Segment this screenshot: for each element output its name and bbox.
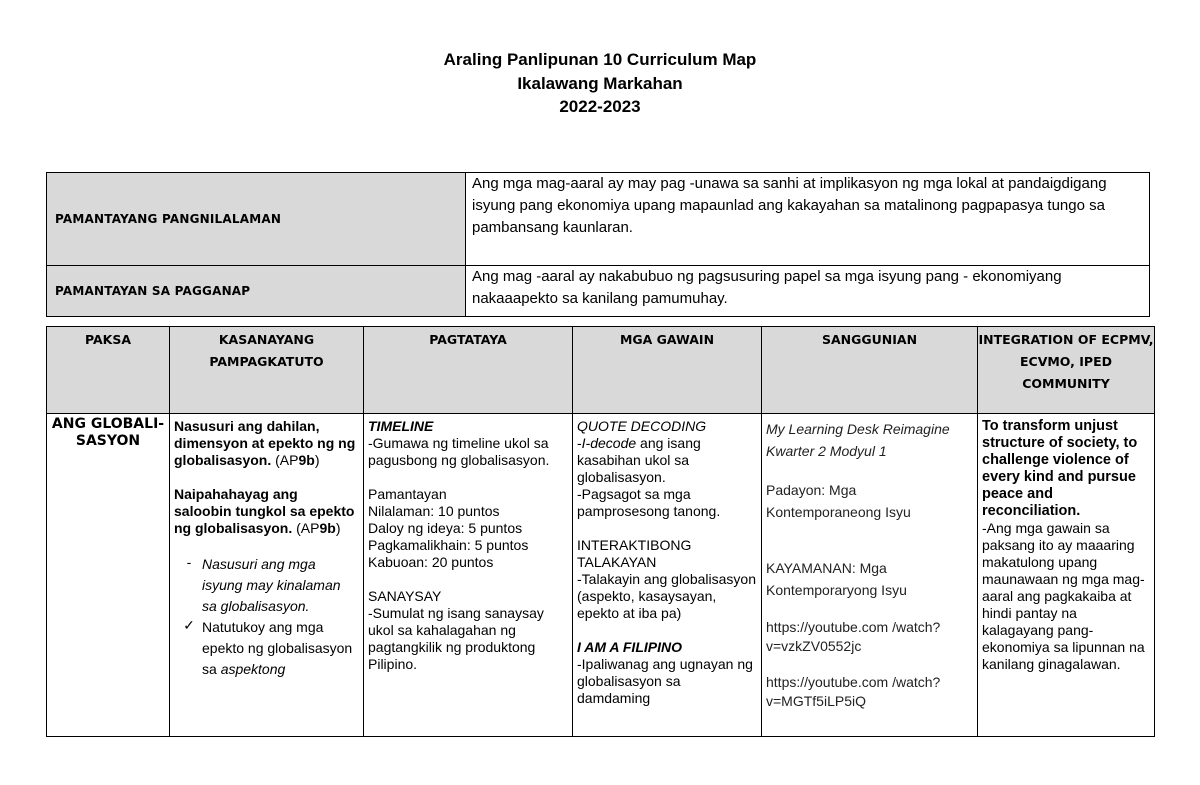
- topic-cell: ANG GLOBALI-SASYON: [47, 414, 170, 737]
- document-title: Araling Panlipunan 10 Curriculum Map: [443, 50, 757, 69]
- sub-competency-2: [174, 617, 359, 680]
- activity-quote-prefix: -: [577, 435, 582, 451]
- competency-2-code-suffix: ): [335, 520, 341, 536]
- competency-1-text: Nasusuri ang dahilan, dimensyon at epekto ng ng globalisasyon.: [174, 418, 356, 468]
- quarter-title: Ikalawang Markahan: [517, 74, 683, 93]
- table-row: [47, 414, 1155, 737]
- assessment-heading-essay: SANAYSAY: [368, 588, 442, 604]
- check-bullet-icon: ✓: [183, 617, 195, 633]
- performance-standard-text: Ang mag -aaral ay nakabubuo ng pagsusuring papel sa mga isyung pang - ekonomiyang nakaaapekto sa kanilang pamumuhay.: [466, 266, 1150, 317]
- header-paksa: PAKSA: [47, 327, 170, 414]
- content-standard-row: [47, 173, 1150, 266]
- reference-item: Padayon: Mga Kontemporaneong Isyu: [766, 482, 911, 520]
- rubric-total: Kabuoan: 20 puntos: [368, 554, 494, 570]
- activity-heading-discussion: INTERAKTIBONG TALAKAYAN: [577, 537, 692, 570]
- reference-item: KAYAMANAN: Mga Kontemporaryong Isyu: [766, 560, 907, 598]
- rubric-item: Nilalaman: 10 puntos: [368, 503, 500, 519]
- sub-competency-1-text: Nasusuri ang mga isyung may kinalaman sa globalisasyon.: [202, 556, 341, 614]
- activities-cell: [573, 414, 762, 737]
- header-gawain: MGA GAWAIN: [573, 327, 762, 414]
- competencies-cell: [170, 414, 364, 737]
- competency-2: [174, 486, 359, 537]
- assessment-cell: [364, 414, 573, 737]
- content-standard-text: Ang mga mag-aaral ay may pag -unawa sa sanhi at implikasyon ng mga lokal at pandaigdigang isyung pang ekonomiya upang mapaunlad ang kakayahan sa matalinong pagpapasya tungo sa pambansang kaunlaran.: [466, 173, 1150, 266]
- competency-2-code-number: 9b: [319, 520, 336, 536]
- performance-standard-label: PAMANTAYAN SA PAGGANAP: [47, 266, 466, 317]
- activity-discussion-text: -Talakayin ang globalisasyon (aspekto, kasaysayan, epekto at iba pa): [577, 571, 756, 621]
- reference-item: My Learning Desk Reimagine Kwarter 2 Modyul 1: [766, 421, 950, 459]
- reference-link[interactable]: https://youtube.com /watch?v=MGTf5iLP5iQ: [766, 674, 941, 709]
- activity-quote-text: [577, 435, 757, 486]
- content-standard-label: PAMANTAYANG PANGNILALAMAN: [47, 173, 466, 266]
- activity-quote-rest: ang isang kasabihan ukol sa globalisasyon.: [577, 435, 701, 485]
- references-cell: [762, 414, 978, 737]
- dash-bullet-icon: -: [186, 554, 192, 570]
- sub-competency-1: [174, 554, 359, 617]
- sub-competency-2-text-wrap: [202, 617, 359, 680]
- rubric-item: Daloy ng ideya: 5 puntos: [368, 520, 523, 536]
- curriculum-table: [46, 326, 1155, 737]
- competency-2-text: Naipahahayag ang saloobin tungkol sa epekto ng globalisasyon.: [174, 486, 355, 536]
- integration-text: -Ang mga gawain sa paksang ito ay maaaring makatulong upang maunawaan ng mga mag-aaral ang pagkakaiba at hindi pantay na kalagayang pang-ekonomiya sa lipunnan na kanilang ginagalawan.: [982, 520, 1145, 672]
- performance-standard-row: [47, 266, 1150, 317]
- activity-quote-questions: -Pagsagot sa mga pamprosesong tanong.: [577, 486, 721, 519]
- rubric-item: Pagkamalikhain: 5 puntos: [368, 537, 529, 553]
- assessment-essay-text: -Sumulat ng isang sanaysay ukol sa kahalagahan ng pagtangkilik ng produktong Pilipino.: [368, 605, 544, 672]
- reference-link[interactable]: https://youtube.com /watch?v=vzkZV0552jc: [766, 619, 941, 654]
- competency-1-code-number: 9b: [298, 452, 315, 468]
- header-integration: INTEGRATION OF ECPMV, ECVMO, IPED COMMUNITY: [978, 327, 1155, 414]
- integration-goal: To transform unjust structure of society, to challenge violence of every kind and pursue peace and reconciliation.: [982, 418, 1138, 519]
- integration-cell: [978, 414, 1155, 737]
- sub-competency-2-text: Natutukoy ang mga epekto ng globalisasyon sa: [202, 619, 353, 677]
- sub-competency-2-tail: aspektong: [220, 661, 286, 677]
- header-pagtataya: PAGTATAYA: [364, 327, 573, 414]
- standards-table: [46, 172, 1150, 317]
- assessment-heading-timeline: TIMELINE: [368, 418, 434, 434]
- activity-heading-quote: QUOTE DECODING: [577, 418, 707, 434]
- activity-heading-filipino: I AM A FILIPINO: [577, 639, 682, 655]
- competency-1: [174, 418, 359, 469]
- table-header-row: [47, 327, 1155, 414]
- activity-quote-emphasis: I-decode: [581, 435, 637, 451]
- header-kasanayan: KASANAYANG PAMPAGKATUTO: [170, 327, 364, 414]
- competency-1-code-prefix: (AP: [275, 452, 299, 468]
- competency-2-code-prefix: (AP: [292, 520, 320, 536]
- header-sanggunian: SANGGUNIAN: [762, 327, 978, 414]
- competency-1-code-suffix: ): [314, 452, 320, 468]
- assessment-timeline-text: -Gumawa ng timeline ukol sa pagusbong ng globalisasyon.: [368, 435, 550, 468]
- rubric-title: Pamantayan: [368, 486, 447, 502]
- school-year: 2022-2023: [559, 97, 641, 116]
- activity-filipino-text: -Ipaliwanag ang ugnayan ng globalisasyon sa damdaming: [577, 656, 753, 706]
